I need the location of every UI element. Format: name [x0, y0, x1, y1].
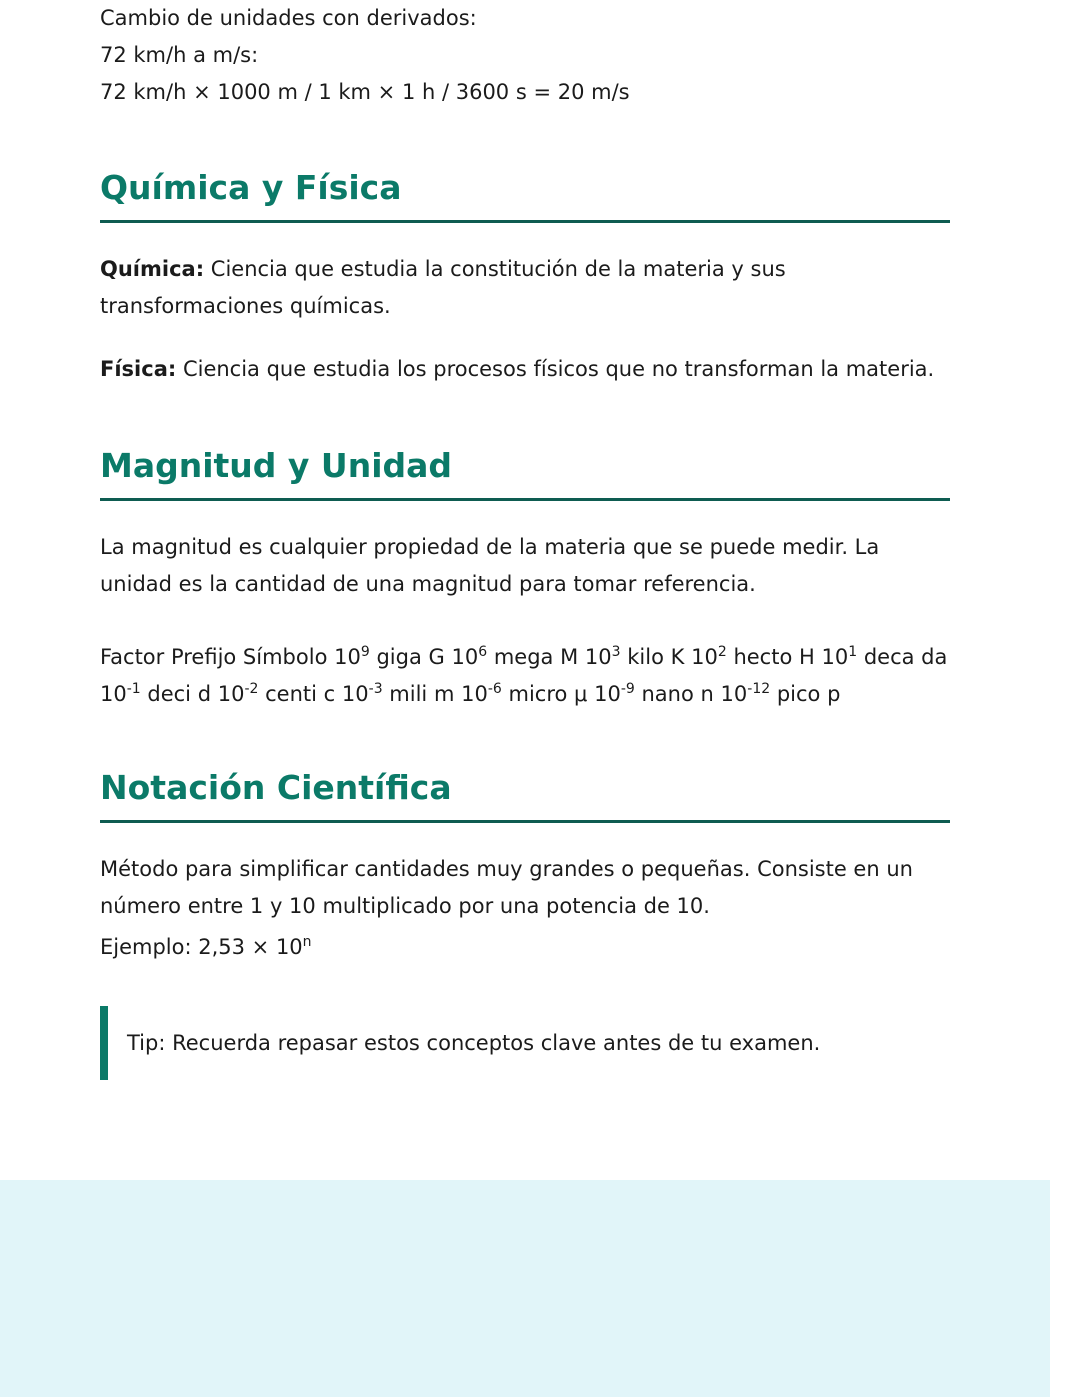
example-exponent: n [302, 934, 312, 950]
prefix-entry [714, 682, 841, 706]
prefix-factor-base: 10 [584, 645, 612, 669]
prefix-factor-exponent: 9 [360, 644, 370, 660]
prefix-name: mili [389, 682, 428, 706]
tip-callout [100, 1006, 950, 1080]
prefix-name: deca [863, 645, 915, 669]
magnitud-text-2: unidad es la cantidad de una magnitud para tomar referencia. [100, 572, 756, 596]
footer-band [0, 1180, 1050, 1397]
prefix-entry [587, 682, 713, 706]
intro-line-1: Cambio de unidades con derivados: [100, 6, 477, 30]
prefix-entry [815, 645, 948, 669]
section-notacion-cientifica [100, 768, 950, 966]
prefix-name: centi [265, 682, 317, 706]
prefix-symbol: p [827, 682, 841, 706]
quimica-text-2: transformaciones químicas. [100, 294, 391, 318]
prefix-entry [445, 645, 578, 669]
prefix-factor-exponent: -2 [244, 681, 259, 697]
prefix-entry [100, 682, 211, 706]
prefix-symbol: M [560, 645, 579, 669]
prefix-factor-exponent: 1 [848, 644, 858, 660]
notacion-definition [100, 851, 950, 925]
section-title: Magnitud y Unidad [100, 446, 453, 485]
prefix-name: giga [376, 645, 422, 669]
section-magnitud-unidad [100, 446, 950, 713]
prefix-factor-base: 10 [821, 645, 849, 669]
prefix-symbol: μ [574, 682, 588, 706]
notacion-text-2: número entre 1 y 10 multiplicado por una potencia de 10. [100, 894, 710, 918]
example-prefix: Ejemplo: 2,53 × 10 [100, 935, 303, 959]
prefix-name: kilo [627, 645, 664, 669]
prefix-name: micro [508, 682, 568, 706]
prefix-symbol: K [670, 645, 685, 669]
prefix-factor-base: 10 [720, 682, 748, 706]
prefix-symbol: n [700, 682, 714, 706]
section-title: Notación Científica [100, 768, 452, 807]
prefix-name: nano [641, 682, 694, 706]
prefix-factor-exponent: -9 [620, 681, 635, 697]
unit-conversion-block [100, 0, 630, 111]
fisica-label: Física: [100, 357, 177, 381]
prefix-factor-exponent: -6 [487, 681, 502, 697]
prefix-entry [684, 645, 814, 669]
prefix-factor-base: 10 [341, 682, 369, 706]
prefix-factor-base: 10 [594, 682, 621, 706]
quimica-text-1: Ciencia que estudia la constitución de la materia y sus [204, 257, 786, 281]
prefix-name: pico [776, 682, 821, 706]
prefix-factor-exponent: 2 [717, 644, 727, 660]
prefix-entry [211, 682, 335, 706]
prefix-table-text [100, 639, 950, 713]
prefix-name: mega [493, 645, 554, 669]
notacion-example [100, 929, 950, 966]
prefix-factor-base: 10 [451, 645, 479, 669]
fisica-definition [100, 351, 950, 388]
quimica-label: Química: [100, 257, 205, 281]
notacion-text-1: Método para simplificar cantidades muy grandes o pequeñas. Consiste en un [100, 857, 913, 881]
section-quimica-fisica [100, 168, 950, 388]
prefix-factor-base: 10 [691, 645, 718, 669]
prefix-entry [578, 645, 684, 669]
prefix-factor-exponent: -1 [126, 681, 141, 697]
intro-line-3: 72 km/h × 1000 m / 1 km × 1 h / 3600 s = 20 m/s [100, 80, 630, 104]
quimica-definition [100, 251, 950, 325]
prefix-symbol: da [921, 645, 948, 669]
prefix-factor-base: 10 [461, 682, 488, 706]
prefix-factor-exponent: 6 [478, 644, 488, 660]
prefix-factor-base: 10 [334, 645, 361, 669]
section-title: Química y Física [100, 168, 402, 207]
prefix-name: deci [147, 682, 192, 706]
tip-text: Tip: Recuerda repasar estos conceptos clave antes de tu examen. [127, 1031, 821, 1055]
prefix-factor-base: 10 [217, 682, 245, 706]
prefix-factor-exponent: 3 [611, 644, 621, 660]
prefix-symbol: m [433, 682, 455, 706]
prefix-factor-base: 10 [100, 682, 127, 706]
prefix-entry [327, 645, 444, 669]
prefix-entry [335, 682, 454, 706]
prefix-symbol: c [323, 682, 336, 706]
prefix-factor-exponent: -12 [747, 681, 771, 697]
magnitud-definition [100, 529, 950, 603]
prefix-symbol: H [798, 645, 815, 669]
prefix-symbol: G [428, 645, 445, 669]
prefix-name: hecto [733, 645, 793, 669]
magnitud-text-1: La magnitud es cualquier propiedad de la materia que se puede medir. La [100, 535, 880, 559]
prefix-entry [454, 682, 587, 706]
prefix-symbol: d [197, 682, 212, 706]
prefix-intro: Factor Prefijo Símbolo [100, 645, 328, 669]
fisica-text: Ciencia que estudia los procesos físicos que no transforman la materia. [176, 357, 935, 381]
prefix-factor-exponent: -3 [368, 681, 383, 697]
intro-line-2: 72 km/h a m/s: [100, 43, 259, 67]
